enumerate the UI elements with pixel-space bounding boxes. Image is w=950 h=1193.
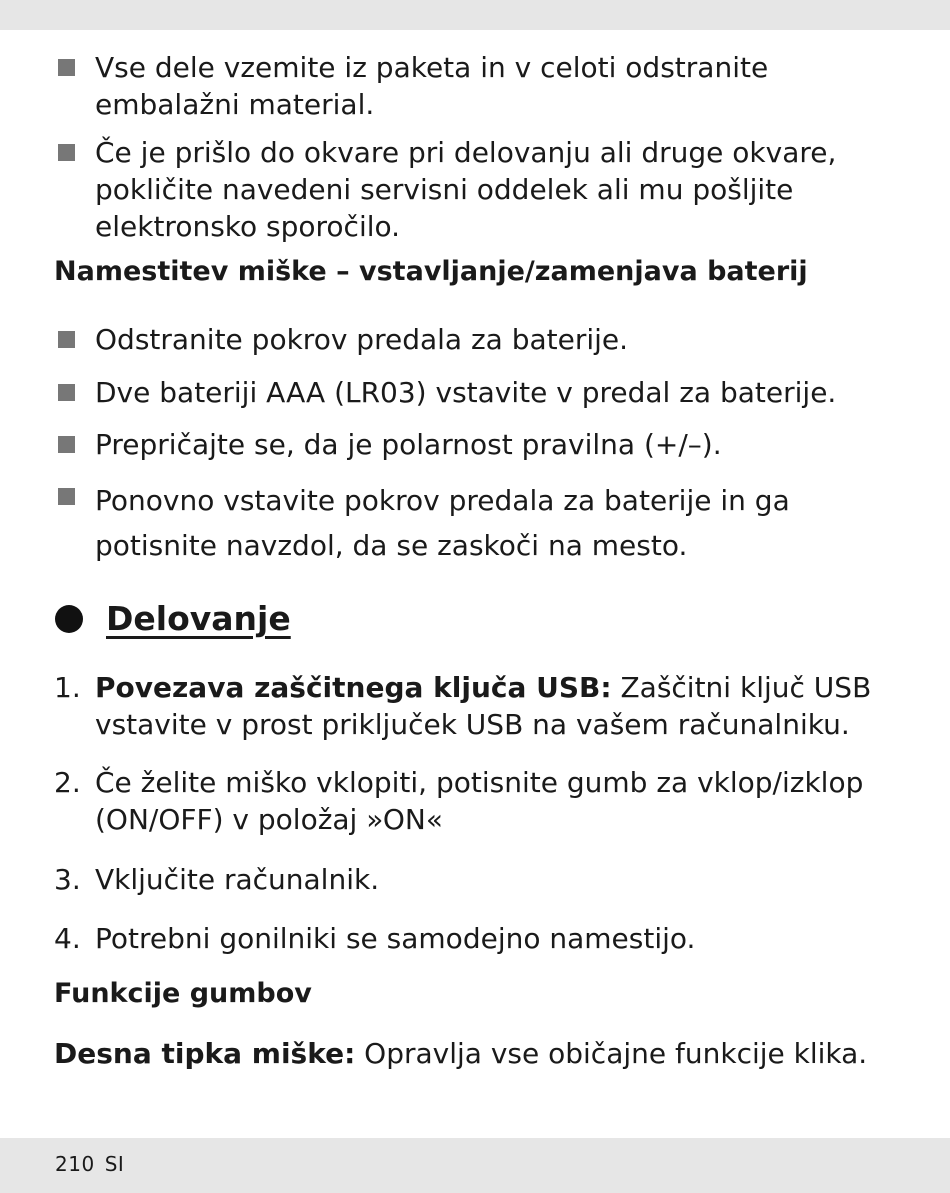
battery-bullet: Ponovno vstavite pokrov predala za baterije in ga potisnite navzdol, da se zaskoči na mesto. — [95, 484, 790, 562]
section-title: Delovanje — [106, 599, 291, 638]
top-band — [0, 0, 950, 30]
bullet-square-icon — [58, 331, 75, 348]
step-number: 1. — [54, 671, 81, 704]
page-number: 210 — [55, 1152, 95, 1176]
step-text: Potrebni gonilniki se samodejno namestijo. — [95, 922, 696, 955]
section-bullet-icon — [55, 605, 83, 633]
intro-bullet: Vse dele vzemite iz paketa in v celoti odstranite embalažni material. — [95, 51, 769, 121]
battery-heading: Namestitev miške – vstavljanje/zamenjava baterij — [54, 256, 808, 287]
step-text: Če želite miško vklopiti, potisnite gumb za vklop/izklop (ON/OFF) v položaj »ON« — [95, 766, 864, 836]
bullet-square-icon — [58, 436, 75, 453]
right-button-label: Desna tipka miške: — [54, 1037, 356, 1070]
functions-heading: Funkcije gumbov — [54, 978, 312, 1009]
page-footer — [55, 1152, 124, 1176]
step-bold-lead: Povezava zaščitnega ključa USB: — [95, 671, 612, 704]
step-number: 4. — [54, 922, 81, 955]
bullet-square-icon — [58, 144, 75, 161]
right-button-paragraph — [54, 1035, 914, 1072]
step-text — [95, 669, 885, 743]
battery-bullet: Dve bateriji AAA (LR03) vstavite v predal za baterije. — [95, 376, 837, 409]
step-body: Zaščitni ključ USB vstavite v prost priključek USB na vašem računalniku. — [95, 671, 872, 741]
intro-bullet: Če je prišlo do okvare pri delovanju ali druge okvare, pokličite navedeni servisni oddelek ali mu pošljite elektronsko sporočilo. — [95, 136, 837, 243]
bullet-square-icon — [58, 384, 75, 401]
footer-band — [0, 1138, 950, 1193]
step-text: Vključite računalnik. — [95, 863, 380, 896]
battery-bullet: Odstranite pokrov predala za baterije. — [95, 323, 629, 356]
bullet-square-icon — [58, 59, 75, 76]
step-number: 2. — [54, 766, 81, 799]
language-code: SI — [104, 1152, 125, 1176]
right-button-text: Opravlja vse običajne funkcije klika. — [355, 1037, 868, 1070]
step-number: 3. — [54, 863, 81, 896]
battery-bullet: Prepričajte se, da je polarnost pravilna (+/–). — [95, 428, 722, 461]
bullet-square-icon — [58, 488, 75, 505]
